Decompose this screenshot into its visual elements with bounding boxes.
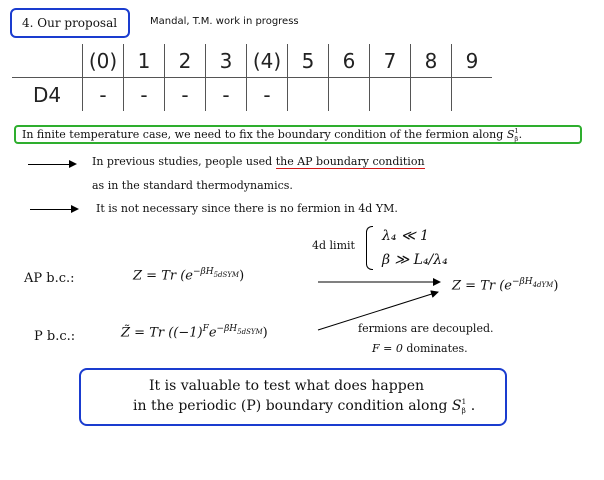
conclusion-end: . — [470, 398, 476, 414]
reference-note: Mandal, T.M. work in progress — [150, 16, 299, 27]
circle-symbol-sup: 1 — [514, 127, 519, 135]
conclusion-line1: It is valuable to test what does happen — [149, 378, 424, 394]
ap-bc-formula-main: Z = Tr (e — [133, 268, 193, 284]
table-header-cell: (0) — [83, 44, 124, 78]
conclusion-symbol: S — [451, 398, 462, 414]
table-row-label: D4 — [32, 82, 62, 107]
table-header-cell: 6 — [329, 44, 370, 78]
p-bc-e: e — [208, 325, 217, 341]
table-cell: - — [165, 78, 206, 112]
previous-studies-line2: as in the standard thermodynamics. — [92, 179, 293, 192]
table-header-cell: (4) — [247, 44, 288, 78]
conclusion-line2-text: in the periodic (P) boundary condition along — [133, 398, 448, 414]
table-cell: - — [206, 78, 247, 112]
ap-bc-close: ) — [239, 268, 245, 284]
conclusion-line2 — [133, 397, 475, 415]
table-header-cell: 9 — [452, 44, 493, 78]
decoupled-math: F = 0 — [372, 342, 403, 355]
slide-title-text: 4. Our proposal — [22, 16, 118, 30]
table-cell: - — [124, 78, 165, 112]
limit-condition-2: β ≫ L₄/λ₄ — [382, 252, 448, 268]
table-header-cell: 7 — [370, 44, 411, 78]
p-bc-close: ) — [262, 325, 268, 341]
ap-bc-label: AP b.c.: — [24, 271, 75, 286]
circle-symbol: S — [506, 128, 515, 141]
ap-bc-exponent-sub: 5dSYM — [213, 270, 240, 279]
table-header-cell: 5 — [288, 44, 329, 78]
limit-label: 4d limit — [312, 239, 355, 252]
result-exponent-sub: 4dYM — [532, 280, 554, 289]
previous-studies-prefix: In previous studies, people used — [92, 155, 276, 168]
finite-temperature-text: In finite temperature case, we need to fix the boundary condition of the fermion along — [22, 128, 504, 141]
result-formula — [452, 277, 558, 293]
table-header-cell: 1 — [124, 44, 165, 78]
result-exponent: −βH — [511, 277, 533, 287]
ap-bc-exponent: −βH — [192, 267, 214, 277]
p-bc-f-sup: F — [202, 324, 209, 334]
decoupled-line2 — [372, 342, 468, 355]
table-cell: - — [247, 78, 288, 112]
table-header-cell: 2 — [165, 44, 206, 78]
table-header-cell: 3 — [206, 44, 247, 78]
conclusion-box — [79, 368, 507, 426]
decoupled-text: dominates. — [402, 342, 468, 355]
conclusion-symbol-sub: β — [461, 406, 466, 415]
ap-boundary-highlight: the AP boundary condition — [275, 155, 425, 168]
p-bc-exponent-sub: 5dSYM — [237, 327, 263, 336]
p-bc-formula — [121, 324, 268, 340]
result-close: ) — [553, 278, 559, 294]
circle-symbol-sub: β — [514, 135, 519, 143]
p-bc-label: P b.c.: — [34, 329, 76, 344]
p-bc-formula-main: Z̃ = Tr ((−1) — [121, 325, 203, 341]
limit-condition-1: λ₄ ≪ 1 — [382, 228, 429, 244]
table-cell: - — [83, 78, 124, 112]
table-header-cell: 8 — [411, 44, 452, 78]
finite-temperature-end: . — [518, 128, 523, 141]
conclusion-symbol-sup: 1 — [461, 397, 467, 406]
p-bc-exponent: −βH — [216, 324, 238, 334]
not-necessary-note: It is not necessary since there is no fermion in 4d YM. — [96, 202, 398, 215]
result-formula-main: Z = Tr (e — [452, 278, 512, 294]
decoupled-line1: fermions are decoupled. — [358, 322, 494, 335]
